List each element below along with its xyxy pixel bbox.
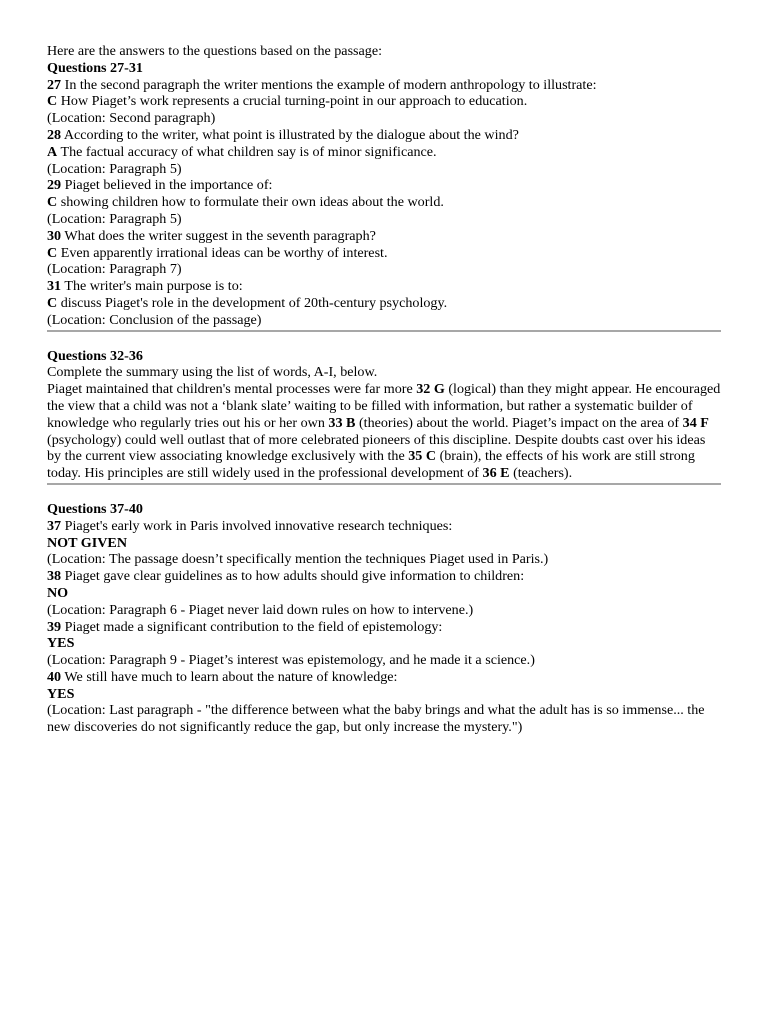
- answer-letter: C: [47, 244, 58, 261]
- question-line: [47, 568, 721, 585]
- answer-text: discuss Piaget's role in the development of 20th-century psychology.: [60, 294, 448, 311]
- answer-text: The factual accuracy of what children say is of minor significance.: [60, 143, 437, 160]
- summary-text: (logical) than they might appear. He encouraged the view that a child was not a ‘blank slate’ waiting to be filled with information, but rather a systematic builder of knowledge who regularly tries out his or her own: [47, 381, 721, 431]
- intro-text: Here are the answers to the questions based on the passage:: [47, 43, 383, 59]
- question-line: [47, 177, 721, 194]
- document-page: [47, 43, 721, 736]
- question-number: 38: [47, 568, 62, 585]
- section-heading: Questions 27-31: [47, 59, 143, 76]
- question-text: The writer's main purpose is to:: [64, 278, 243, 295]
- answer-line: [47, 295, 721, 312]
- section-questions-37-40: [47, 501, 721, 736]
- answer-verdict: YES: [47, 685, 75, 702]
- question-number: 28: [47, 126, 62, 143]
- question-number: 29: [47, 177, 62, 194]
- question-line: [47, 518, 721, 535]
- answer-letter: C: [47, 294, 58, 311]
- question-text: In the second paragraph the writer mentions the example of modern anthropology to illustrate:: [64, 76, 597, 93]
- question-number: 27: [47, 76, 62, 93]
- answer-key: 32 G: [416, 381, 445, 398]
- answer-letter: C: [47, 93, 58, 110]
- location-note: (Location: Conclusion of the passage): [47, 311, 262, 328]
- answer-verdict: NO: [47, 584, 69, 601]
- answer-key: 35 C: [408, 448, 437, 465]
- answer-text: showing children how to formulate their own ideas about the world.: [60, 194, 444, 211]
- question-line: [47, 77, 721, 94]
- answer-line: [47, 245, 721, 262]
- answer-letter: A: [47, 143, 58, 160]
- answer-line: [47, 144, 721, 161]
- answer-key: 36 E: [482, 465, 510, 482]
- summary-text: Piaget maintained that children's mental processes were far more: [47, 381, 417, 398]
- question-text: What does the writer suggest in the seventh paragraph?: [64, 227, 376, 244]
- instruction-text: Complete the summary using the list of words, A-I, below.: [47, 364, 378, 381]
- question-line: [47, 127, 721, 144]
- answer-verdict: NOT GIVEN: [47, 534, 128, 551]
- answer-line: [47, 535, 721, 552]
- answer-text: Even apparently irrational ideas can be worthy of interest.: [60, 244, 388, 261]
- question-line: [47, 619, 721, 636]
- question-line: [47, 669, 721, 686]
- answer-letter: C: [47, 194, 58, 211]
- answer-line: [47, 635, 721, 652]
- answer-line: [47, 93, 721, 110]
- summary-text: (theories) about the world. Piaget’s impact on the area of: [355, 414, 683, 431]
- location-note: (Location: Paragraph 7): [47, 261, 182, 278]
- location-note: (Location: Paragraph 5): [47, 210, 182, 227]
- question-number: 37: [47, 517, 62, 534]
- location-note: (Location: Last paragraph - "the difference between what the baby brings and what the adult has is so immense... the new discoveries do not significantly reduce the gap, but only increase the mystery."): [47, 702, 705, 736]
- section-heading: Questions 32-36: [47, 347, 143, 364]
- question-number: 40: [47, 668, 62, 685]
- question-number: 30: [47, 227, 62, 244]
- question-text: Piaget made a significant contribution to the field of epistemology:: [64, 618, 443, 635]
- answer-key: 34 F: [682, 414, 709, 431]
- location-note: (Location: Paragraph 5): [47, 160, 182, 177]
- location-note: (Location: Paragraph 9 - Piaget’s interest was epistemology, and he made it a science.): [47, 652, 535, 669]
- answer-line: [47, 686, 721, 703]
- answer-text: How Piaget’s work represents a crucial turning-point in our approach to education.: [60, 93, 528, 110]
- location-note: (Location: The passage doesn’t specifically mention the techniques Piaget used in Paris.): [47, 551, 549, 568]
- answer-key: 33 B: [328, 414, 356, 431]
- question-text: We still have much to learn about the nature of knowledge:: [64, 668, 398, 685]
- question-number: 31: [47, 278, 62, 295]
- section-heading: Questions 37-40: [47, 500, 143, 517]
- summary-text: (psychology) could well outlast that of more celebrated pioneers of this discipline. Despite doubts cast over his ideas by the current view associating knowledge exclusively with the: [47, 431, 706, 465]
- question-line: [47, 278, 721, 295]
- answer-line: [47, 585, 721, 602]
- answer-verdict: YES: [47, 635, 75, 652]
- question-text: Piaget gave clear guidelines as to how adults should give information to children:: [64, 568, 525, 585]
- question-line: [47, 228, 721, 245]
- question-text: Piaget's early work in Paris involved innovative research techniques:: [64, 517, 453, 534]
- question-number: 39: [47, 618, 62, 635]
- summary-text: (teachers).: [509, 465, 573, 482]
- answer-line: [47, 194, 721, 211]
- location-note: (Location: Second paragraph): [47, 110, 216, 127]
- section-questions-32-36: [47, 348, 721, 482]
- location-note: (Location: Paragraph 6 - Piaget never laid down rules on how to intervene.): [47, 601, 474, 618]
- question-text: According to the writer, what point is illustrated by the dialogue about the wind?: [63, 126, 519, 143]
- summary-text: (brain), the effects of his work are still strong today. His principles are still widely used in the professional development of: [47, 448, 695, 482]
- section-questions-27-31: [47, 60, 721, 329]
- summary-paragraph: [47, 381, 721, 482]
- question-text: Piaget believed in the importance of:: [64, 177, 273, 194]
